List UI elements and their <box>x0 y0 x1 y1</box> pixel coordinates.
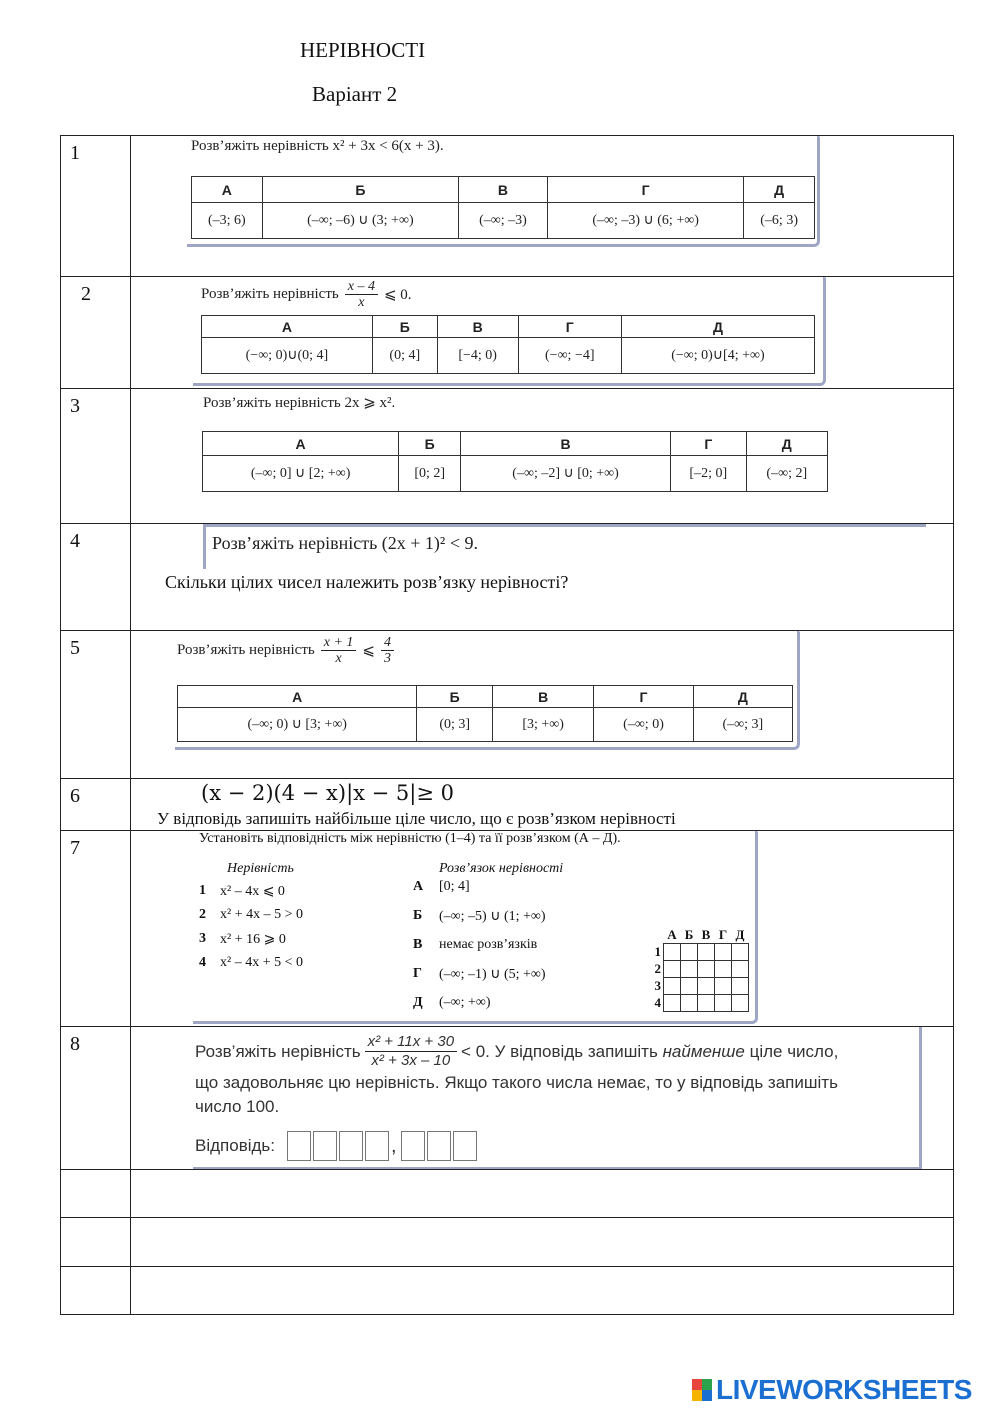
grid-column-label: А <box>667 927 677 942</box>
prompt-emphasis: найменше <box>662 1041 745 1061</box>
grid-column-label: В <box>701 927 711 942</box>
option-value: (–∞; 0] ∪ [2; +∞) <box>203 456 399 492</box>
grid-cell[interactable] <box>698 978 715 995</box>
option-value: (–∞; 0) <box>594 708 693 742</box>
prompt-text: Розв’яжіть нерівність <box>201 286 339 302</box>
grid-cell[interactable] <box>664 995 681 1012</box>
grid-row-label: 1 <box>654 944 661 959</box>
option-label: А <box>178 686 417 708</box>
relation: ⩽ <box>362 643 375 659</box>
grid-cell[interactable] <box>664 961 681 978</box>
option-value: (–∞; –6) ∪ (3; +∞) <box>262 203 458 239</box>
option-label: Г <box>671 432 747 456</box>
option-value: (–6; 3) <box>744 203 815 239</box>
option-value: (–∞; 3] <box>693 708 792 742</box>
solution-item: Г (–∞; –1) ∪ (5; +∞) <box>413 966 546 982</box>
option-label: А <box>203 432 399 456</box>
numerator: 4 <box>381 635 394 651</box>
answer-options-table <box>201 315 815 374</box>
grid-cell[interactable] <box>698 944 715 961</box>
denominator: x <box>358 295 365 310</box>
question-number: 6 <box>61 779 131 830</box>
question-row-5 <box>61 630 953 778</box>
option-value: [−4; 0) <box>437 338 518 374</box>
grid-cell[interactable] <box>698 995 715 1012</box>
question-row-8 <box>61 1026 953 1169</box>
question-7-clip <box>193 831 758 1024</box>
grid-cell[interactable] <box>681 961 698 978</box>
grid-cell[interactable] <box>732 944 749 961</box>
solution-item: В немає розв’язків <box>413 937 538 952</box>
question-prompt: Розв’яжіть нерівність 2x ⩾ x². <box>203 395 396 411</box>
option-label: А <box>192 177 263 203</box>
inequality-item: 2 x² + 4x – 5 > 0 <box>199 907 303 922</box>
grid-row-label: 2 <box>654 961 661 976</box>
question-prompt-line-1 <box>195 1033 838 1070</box>
inequality-list <box>199 883 303 979</box>
option-label: Б <box>262 177 458 203</box>
option-label: Д <box>693 686 792 708</box>
answer-box-integer[interactable] <box>285 1131 389 1161</box>
fraction <box>345 279 378 310</box>
grid-cell[interactable] <box>732 961 749 978</box>
question-text: У відповідь запишіть найбільше ціле число, що є розв’язком нерівності <box>157 809 676 828</box>
page-title: НЕРІВНОСТІ <box>300 38 426 62</box>
empty-row <box>61 1169 953 1217</box>
denominator: 3 <box>383 651 391 666</box>
option-value: (−∞; 0)∪[4; +∞) <box>621 338 814 374</box>
question-row-1 <box>61 136 953 276</box>
option-value: (0; 3] <box>417 708 493 742</box>
question-prompt-line-2: що задовольняє цю нерівність. Якщо такого числа немає, то у відповідь запишіть <box>195 1073 838 1092</box>
option-value: (–∞; –3) <box>459 203 548 239</box>
answer-grid <box>647 927 749 1012</box>
question-row-6 <box>61 778 953 830</box>
question-number: 5 <box>61 631 131 778</box>
question-row-4 <box>61 523 953 630</box>
option-value: (−∞; 0)∪(0; 4] <box>202 338 373 374</box>
grid-cell[interactable] <box>732 978 749 995</box>
question-prompt: Розв’яжіть нерівність (2x + 1)² < 9. <box>212 533 478 553</box>
option-label: Д <box>621 316 814 338</box>
grid-cell[interactable] <box>681 995 698 1012</box>
answer-row <box>195 1131 477 1161</box>
prompt-suffix: ⩽ 0. <box>383 287 412 303</box>
grid-cell[interactable] <box>715 978 732 995</box>
option-label: А <box>202 316 373 338</box>
solution-list <box>413 879 546 1024</box>
liveworksheets-logo <box>692 1374 972 1406</box>
fraction <box>321 635 357 666</box>
fraction-right <box>381 635 394 666</box>
question-prompt <box>201 279 412 310</box>
grid-column-label: Д <box>735 927 745 942</box>
question-1-clip <box>187 136 820 247</box>
grid-column-label: Б <box>684 927 694 942</box>
question-5-clip <box>175 631 800 750</box>
question-prompt <box>177 635 396 666</box>
question-number: 4 <box>61 524 131 630</box>
question-number: 8 <box>61 1027 131 1169</box>
fraction <box>365 1033 457 1070</box>
grid-cell[interactable] <box>681 944 698 961</box>
grid-row-label: 3 <box>654 978 661 993</box>
numerator: x – 4 <box>345 279 378 295</box>
answer-box-fraction[interactable] <box>399 1131 477 1161</box>
option-value: (–∞; –2] ∪ [0; +∞) <box>461 456 671 492</box>
question-row-3 <box>61 388 953 523</box>
option-label: В <box>437 316 518 338</box>
question-number: 3 <box>61 389 131 523</box>
prompt-mid: < 0. У відповідь запишіть <box>461 1041 658 1061</box>
answer-label: Відповідь: <box>195 1136 276 1155</box>
grid-cell[interactable] <box>664 978 681 995</box>
option-value: (0; 4] <box>372 338 437 374</box>
decimal-comma: , <box>391 1134 397 1157</box>
inequality-item: 4 x² – 4x + 5 < 0 <box>199 955 303 970</box>
question-number: 2 <box>61 277 131 388</box>
option-value: (–∞; 0) ∪ [3; +∞) <box>178 708 417 742</box>
question-row-7 <box>61 830 953 1026</box>
empty-row <box>61 1217 953 1266</box>
worksheet-table <box>60 135 954 1315</box>
question-2-clip <box>193 277 826 386</box>
question-4-clip <box>203 524 926 569</box>
grid-cell[interactable] <box>715 944 732 961</box>
option-value: (–∞; 2] <box>746 456 827 492</box>
variant-label: Варіант 2 <box>312 82 398 106</box>
option-label: Д <box>744 177 815 203</box>
grid-cell[interactable] <box>664 944 681 961</box>
prompt-start: Розв’яжіть нерівність <box>195 1041 361 1061</box>
numerator: x + 1 <box>321 635 357 651</box>
question-8-clip <box>193 1027 922 1170</box>
column-heading-inequality: Нерівність <box>227 861 294 876</box>
option-label: В <box>492 686 593 708</box>
denominator: x <box>335 651 342 666</box>
denominator: x² + 3x – 10 <box>371 1052 451 1069</box>
logo-mark-icon <box>692 1379 712 1401</box>
option-label: Г <box>594 686 693 708</box>
grid-cell[interactable] <box>715 995 732 1012</box>
solution-item: А [0; 4] <box>413 879 470 894</box>
option-label: В <box>461 432 671 456</box>
answer-options-table <box>191 176 815 239</box>
option-label: Д <box>746 432 827 456</box>
question-text: Скільки цілих чисел належить розв’язку нерівності? <box>165 572 569 592</box>
option-label: Г <box>547 177 743 203</box>
answer-options-table <box>177 685 793 742</box>
numerator: x² + 11x + 30 <box>365 1033 457 1052</box>
inequality-item: 1 x² – 4x ⩽ 0 <box>199 883 285 899</box>
column-heading-solution: Розв’язок нерівності <box>439 861 564 876</box>
option-value: (–3; 6) <box>192 203 263 239</box>
option-label: Б <box>399 432 461 456</box>
question-prompt: Установіть відповідність між нерівністю (1–4) та її розв’язком (А – Д). <box>199 831 621 846</box>
option-label: Б <box>372 316 437 338</box>
answer-options-table <box>202 431 828 492</box>
grid-cell[interactable] <box>681 978 698 995</box>
question-prompt: Розв’яжіть нерівність x² + 3x < 6(x + 3). <box>191 138 444 154</box>
option-value: [–2; 0] <box>671 456 747 492</box>
option-label: В <box>459 177 548 203</box>
inequality-item: 3 x² + 16 ⩾ 0 <box>199 931 286 947</box>
formula: (x − 2)(4 − x)|x − 5|≥ 0 <box>201 781 455 805</box>
option-label: Б <box>417 686 493 708</box>
option-value: [0; 2] <box>399 456 461 492</box>
logo-text: LIVEWORKSHEETS <box>716 1374 972 1405</box>
question-prompt-line-3: число 100. <box>195 1097 280 1116</box>
option-label: Г <box>518 316 621 338</box>
prompt-end: ціле число, <box>749 1041 839 1061</box>
option-value: [3; +∞) <box>492 708 593 742</box>
prompt-text: Розв’яжіть нерівність <box>177 642 315 658</box>
option-value: (−∞; −4] <box>518 338 621 374</box>
option-value: (–∞; –3) ∪ (6; +∞) <box>547 203 743 239</box>
question-row-2 <box>61 276 953 388</box>
solution-item: Б (–∞; –5) ∪ (1; +∞) <box>413 908 546 924</box>
grid-cell[interactable] <box>732 995 749 1012</box>
solution-item: Д (–∞; +∞) <box>413 995 491 1010</box>
question-number: 1 <box>61 136 131 276</box>
empty-row <box>61 1266 953 1314</box>
grid-column-label: Г <box>718 927 728 942</box>
grid-cell[interactable] <box>715 961 732 978</box>
grid-cell[interactable] <box>698 961 715 978</box>
question-number: 7 <box>61 831 131 1026</box>
grid-row-label: 4 <box>654 995 661 1010</box>
